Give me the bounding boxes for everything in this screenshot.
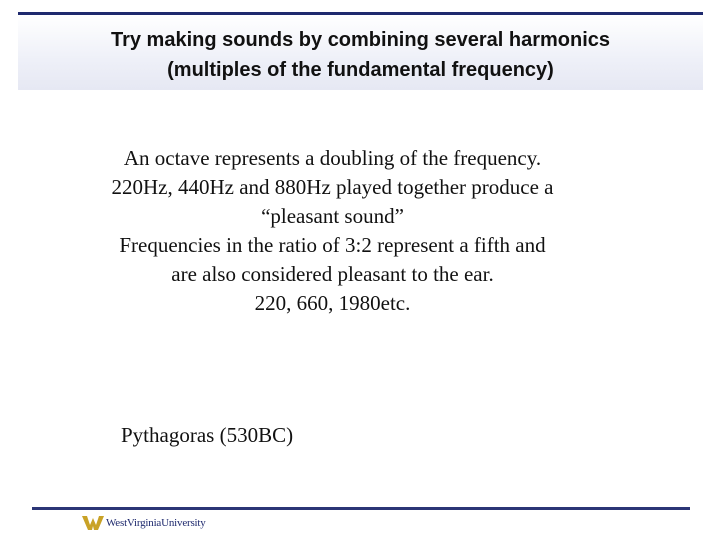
wv-logo-icon (82, 515, 104, 531)
title-line-2: (multiples of the fundamental frequency) (167, 59, 554, 81)
title-line-1: Try making sounds by combining several harmonics (110, 29, 611, 51)
university-logo (82, 513, 206, 533)
logo-wordmark: WestVirginiaUniversity (106, 517, 206, 529)
body-line: are also considered pleasant to the ear. (171, 262, 494, 286)
attribution-text: Pythagoras (530BC) (121, 423, 294, 447)
body-line: Frequencies in the ratio of 3:2 represent a fifth and (119, 233, 546, 257)
body-line: An octave represents a doubling of the frequency. (123, 146, 542, 170)
slide-body (60, 144, 605, 318)
body-line: 220, 660, 1980etc. (254, 291, 411, 315)
slide-title (18, 25, 703, 85)
body-line: 220Hz, 440Hz and 880Hz played together produce a (111, 175, 554, 199)
footer-divider (32, 507, 690, 510)
title-banner (18, 12, 703, 90)
body-line: “pleasant sound” (261, 204, 404, 228)
